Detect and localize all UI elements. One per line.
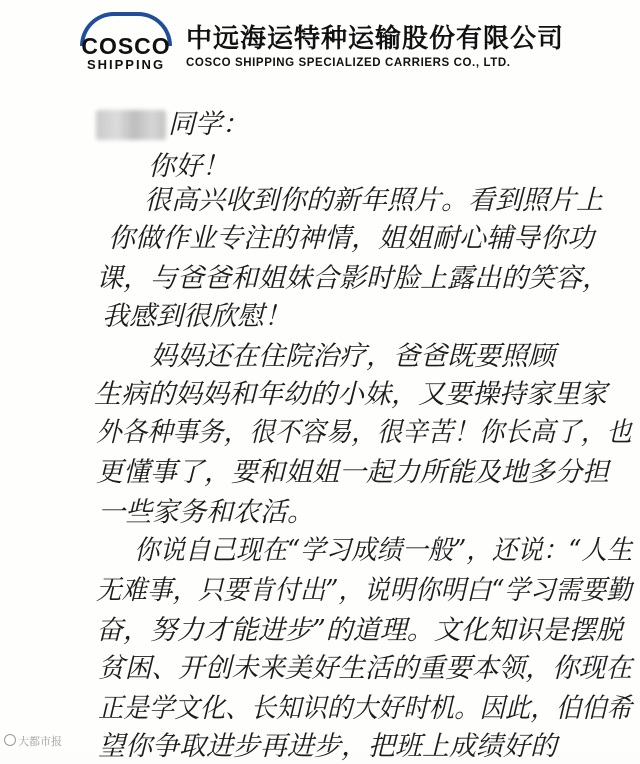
letter-line: 很高兴收到你的新年照片。看到照片上 [144,185,603,216]
watermark-text: 大都市报 [18,735,62,748]
company-name-cn: 中远海运特种运输股份有限公司 [186,24,565,54]
watermark-logo-icon [4,734,16,746]
letter-line: 外各种事务，很不容易，很辛苦！你长高了，也 [96,417,632,448]
letter-line: 你说自己现在“学习成绩一般”，还说：“人生 [134,535,633,566]
letter-line: 贫困、开创未来美好生活的重要本领，你现在 [98,653,633,684]
redacted-name [96,110,166,140]
cosco-logo [74,14,178,70]
greeting: 你好！ [148,151,229,182]
letter-line: 更懂事了，要和姐姐一起力所能及地多分担 [96,457,609,488]
letter-line: 生病的妈妈和年幼的小妹，又要操持家里家 [94,379,607,410]
logo-text-cosco: COSCO [81,33,171,59]
salutation: 同学： [168,109,249,140]
letter-line: 望你争取进步再进步，把班上成绩好的 [98,731,557,762]
letter-line: 一些家务和农活。 [98,497,314,528]
letter-line: 正是学文化、长知识的大好时机。因此，伯伯希 [98,693,633,724]
letter-line: 无难事，只要肯付出”，说明你明白“学习需要勤 [96,575,632,606]
letter-line: 妈妈还在住院治疗，爸爸既要照顾 [150,341,555,372]
company-name-en: COSCO SHIPPING SPECIALIZED CARRIERS CO., LTD. [186,57,511,69]
logo-text-shipping: SHIPPING [86,57,166,72]
letter-line: 奋，努力才能进步”的道理。文化知识是摆脱 [96,615,623,646]
letter-line: 我感到很欣慰！ [102,301,291,332]
letter-line: 你做作业专注的神情，姐姐耐心辅导你功 [108,223,594,254]
letter-line: 课，与爸爸和姐妹合影时脸上露出的笑容， [96,263,609,294]
watermark [4,734,62,749]
